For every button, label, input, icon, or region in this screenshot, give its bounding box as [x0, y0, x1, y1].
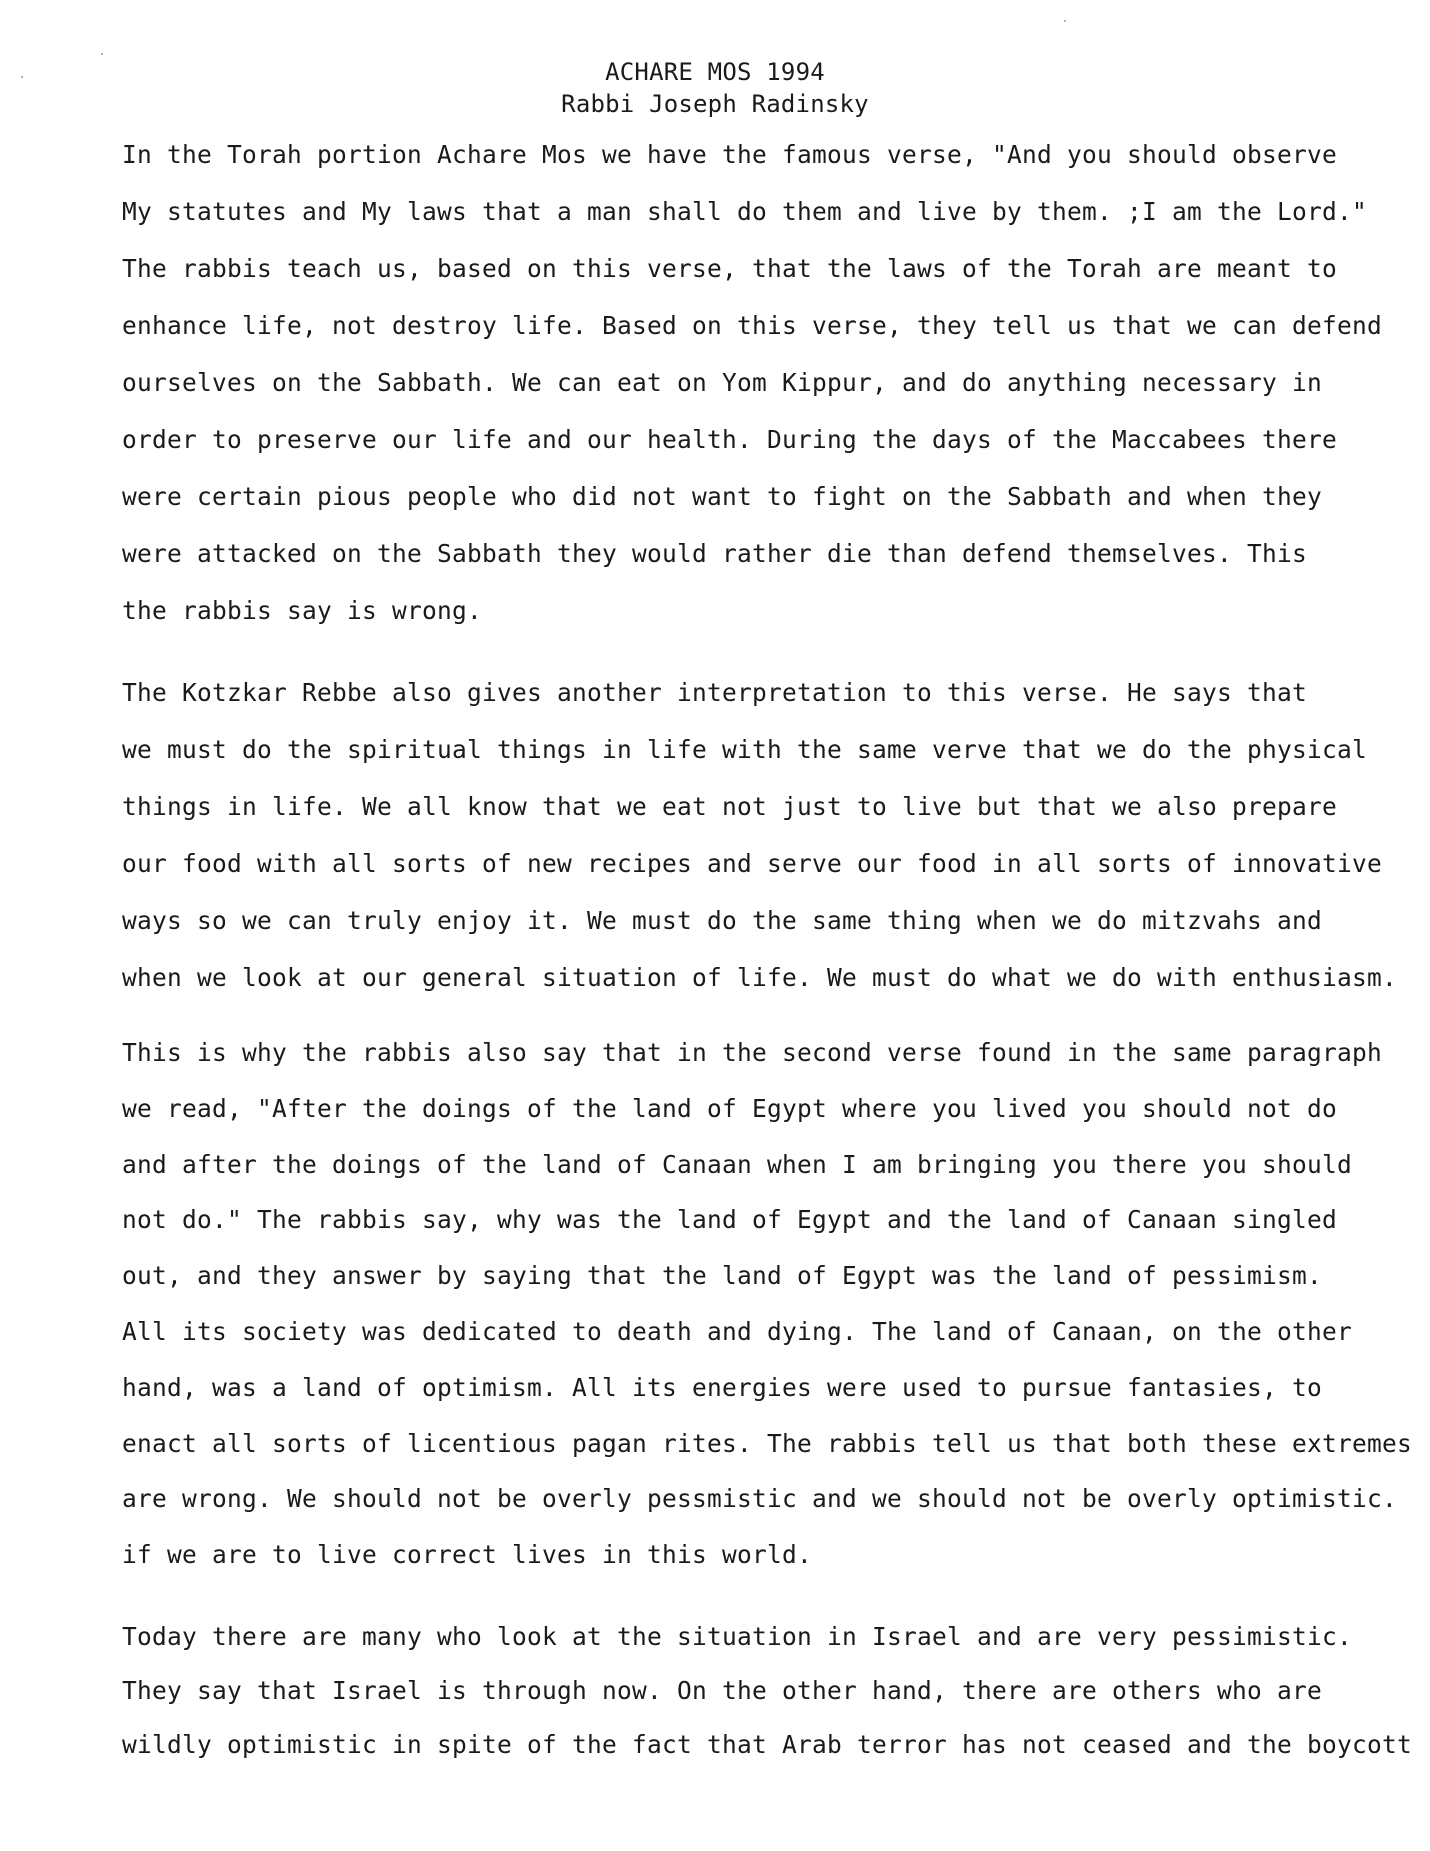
- text-line: if we are to live correct lives in this world.: [122, 1540, 813, 1570]
- text-line: order to preserve our life and our health. During the days of the Maccabees there: [122, 425, 1338, 454]
- text-line: Today there are many who look at the situation in Israel and are very pessimistic.: [122, 1622, 1353, 1651]
- document-author: Rabbi Joseph Radinsky: [561, 90, 869, 118]
- text-line: ways so we can truly enjoy it. We must do the same thing when we do mitzvahs and: [122, 906, 1323, 935]
- text-line: enhance life, not destroy life. Based on this verse, they tell us that we can defend: [122, 311, 1383, 340]
- paragraph-torah-verse: [122, 126, 1383, 639]
- text-line: things in life. We all know that we eat not just to live but that we also prepare: [122, 792, 1338, 821]
- text-line: when we look at our general situation of life. We must do what we do with enthusiasm.: [122, 963, 1398, 992]
- text-line: were attacked on the Sabbath they would rather die than defend themselves. This: [122, 539, 1308, 568]
- text-line: ourselves on the Sabbath. We can eat on Yom Kippur, and do anything necessary in: [122, 368, 1323, 397]
- scan-speck: [1064, 20, 1066, 22]
- text-line: In the Torah portion Achare Mos we have the famous verse, "And you should observe: [122, 140, 1338, 169]
- document-header: [0, 56, 1430, 120]
- text-line: were certain pious people who did not want to fight on the Sabbath and when they: [122, 482, 1323, 511]
- text-line: The Kotzkar Rebbe also gives another interpretation to this verse. He says that: [122, 678, 1308, 707]
- text-line: we must do the spiritual things in life with the same verve that we do the physical: [122, 735, 1368, 764]
- scan-speck: [101, 53, 103, 55]
- text-line: enact all sorts of licentious pagan rites. The rabbis tell us that both these extremes: [122, 1428, 1413, 1458]
- text-line: They say that Israel is through now. On the other hand, there are others who are: [122, 1676, 1323, 1705]
- text-line: out, and they answer by saying that the land of Egypt was the land of pessimism.: [122, 1261, 1323, 1291]
- text-line: are wrong. We should not be overly pessmistic and we should not be overly optimistic.: [122, 1484, 1398, 1514]
- text-line: My statutes and My laws that a man shall do them and live by them. ;I am the Lord.": [122, 197, 1368, 226]
- text-line: the rabbis say is wrong.: [122, 596, 483, 625]
- text-line: hand, was a land of optimism. All its energies were used to pursue fantasies, to: [122, 1372, 1323, 1402]
- paragraph-kotzkar-rebbe: [122, 664, 1398, 1006]
- paragraph-israel-today: [122, 1610, 1413, 1772]
- text-line: and after the doings of the land of Canaan when I am bringing you there you should: [122, 1149, 1353, 1179]
- text-line: we read, "After the doings of the land of Egypt where you lived you should not do: [122, 1093, 1338, 1123]
- paragraph-egypt-canaan: [122, 1025, 1413, 1583]
- text-line: wildly optimistic in spite of the fact that Arab terror has not ceased and the boycott: [122, 1730, 1413, 1759]
- document-title: ACHARE MOS 1994: [605, 58, 825, 86]
- text-line: not do." The rabbis say, why was the land of Egypt and the land of Canaan singled: [122, 1205, 1338, 1235]
- text-line: This is why the rabbis also say that in the second verse found in the same paragraph: [122, 1038, 1383, 1067]
- text-line: The rabbis teach us, based on this verse, that the laws of the Torah are meant to: [122, 254, 1338, 283]
- text-line: All its society was dedicated to death and dying. The land of Canaan, on the other: [122, 1316, 1353, 1346]
- text-line: our food with all sorts of new recipes and serve our food in all sorts of innovative: [122, 849, 1383, 878]
